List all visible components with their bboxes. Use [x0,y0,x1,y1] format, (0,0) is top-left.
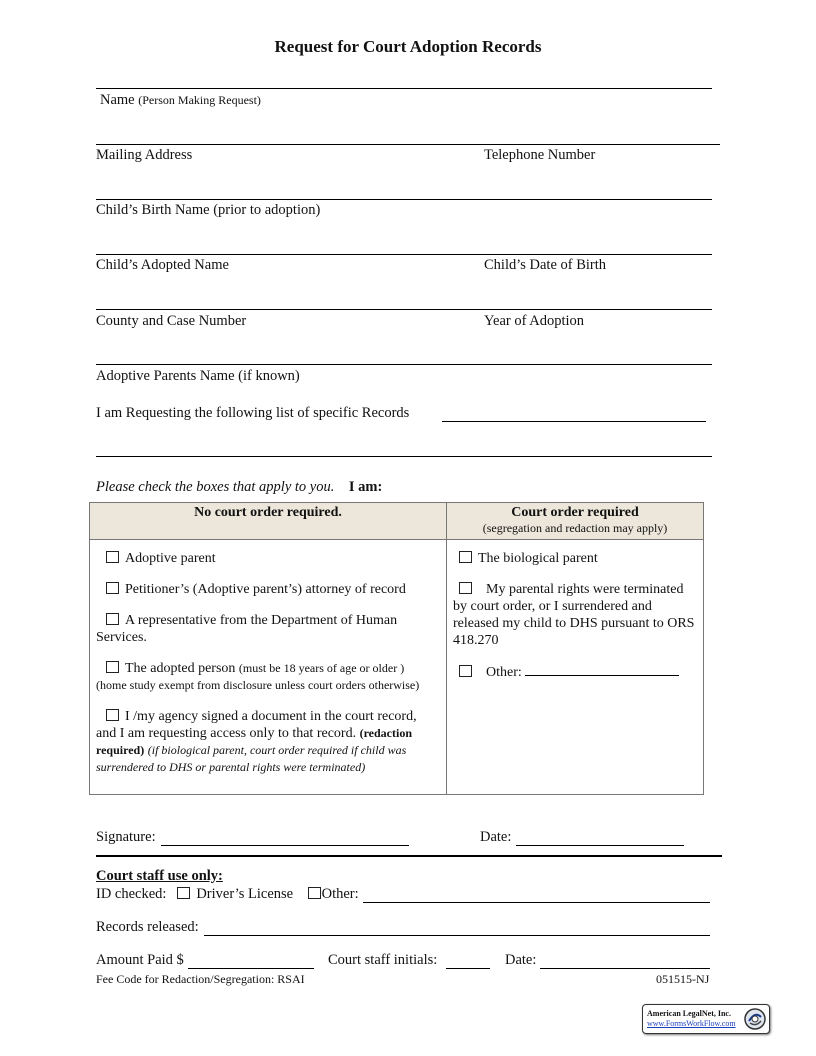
option-adopted-person: The adopted person (must be 18 years of age or older ) (home study exempt from disclosure unless court orders otherwise) [96,661,420,692]
amount-paid-line[interactable] [188,968,314,969]
staff-heading: Court staff use only: [96,868,223,884]
staff-initials-label: Court staff initials: [328,952,438,968]
dhs-representative-checkbox[interactable] [106,613,119,625]
signed-document-checkbox[interactable] [106,709,119,721]
staff-initials-line[interactable] [446,968,490,969]
birth-name-label: Child’s Birth Name (prior to adoption) [96,202,321,218]
adoptive-parent-checkbox[interactable] [106,551,119,563]
option-dhs-representative: A representative from the Department of Human Services. [96,613,398,645]
requesting-line-2[interactable] [96,456,712,457]
court-order-header: Court order required (segregation and redaction may apply) [447,503,704,540]
year-adoption-label: Year of Adoption [484,313,585,329]
mailing-address-label: Mailing Address [96,147,193,163]
requesting-line-1[interactable] [442,421,706,422]
other-input-line[interactable] [525,663,679,676]
id-other-checkbox[interactable] [308,887,321,899]
drivers-license-checkbox[interactable] [177,887,190,899]
other-checkbox[interactable] [459,665,472,677]
adopted-name-line[interactable] [96,254,712,255]
mailing-address-line[interactable] [96,144,720,145]
staff-date-label: Date: [505,952,537,968]
adopted-person-checkbox[interactable] [106,661,119,673]
globe-icon [743,1007,767,1031]
option-other: Other: [453,663,697,681]
amount-paid-label: Amount Paid $ [96,952,184,968]
telephone-label: Telephone Number [484,147,596,163]
birth-name-line[interactable] [96,199,712,200]
adoptive-parents-line[interactable] [96,364,712,365]
publisher-badge[interactable] [642,1004,770,1034]
id-checked-row: ID checked: Driver’s License Other: [96,886,359,902]
court-order-options [447,540,704,795]
requesting-label: I am Requesting the following list of specific Records [96,405,410,421]
page-title: Request for Court Adoption Records [274,37,542,56]
section-divider [96,855,722,857]
adopted-name-label: Child’s Adopted Name [96,257,229,273]
no-court-order-header: No court order required. [90,503,447,540]
check-prompt: Please check the boxes that apply to you. I am: [96,479,383,495]
adoptive-parents-label: Adoptive Parents Name (if known) [96,368,300,384]
dob-label: Child’s Date of Birth [484,257,607,273]
attorney-checkbox[interactable] [106,582,119,594]
option-rights-terminated: My parental rights were terminated by court order, or I surrendered and released my child to DHS pursuant to ORS 418.270 [453,582,695,648]
option-signed-document: I /my agency signed a document in the court record, and I am requesting access only to that record. (redaction required) (if biological parent, court order required if child was surrendered to DHS or parental rights were terminated) [96,709,417,774]
rights-terminated-checkbox[interactable] [459,582,472,594]
records-released-label: Records released: [96,919,199,935]
publisher-url[interactable]: www.FormsWorkFlow.com [647,1019,736,1028]
fee-code: Fee Code for Redaction/Segregation: RSAI [96,972,305,986]
date-line[interactable] [516,845,684,846]
staff-date-line[interactable] [540,968,710,969]
name-label: Name (Person Making Request) [100,92,261,108]
date-label: Date: [480,829,512,845]
form-number: 051515-NJ [656,972,710,986]
option-attorney: Petitioner’s (Adoptive parent’s) attorney of record [96,581,440,598]
signature-label: Signature: [96,829,156,845]
publisher-name: American LegalNet, Inc. [647,1009,731,1018]
biological-parent-checkbox[interactable] [459,551,472,563]
id-other-line[interactable] [363,902,710,903]
county-case-line[interactable] [96,309,712,310]
option-adoptive-parent: Adoptive parent [96,550,440,567]
option-biological-parent: The biological parent [453,550,697,567]
signature-line[interactable] [161,845,409,846]
county-case-label: County and Case Number [96,313,247,329]
options-table [89,502,704,795]
records-released-line[interactable] [204,935,710,936]
no-court-order-options [90,540,447,795]
name-line[interactable] [96,88,712,89]
